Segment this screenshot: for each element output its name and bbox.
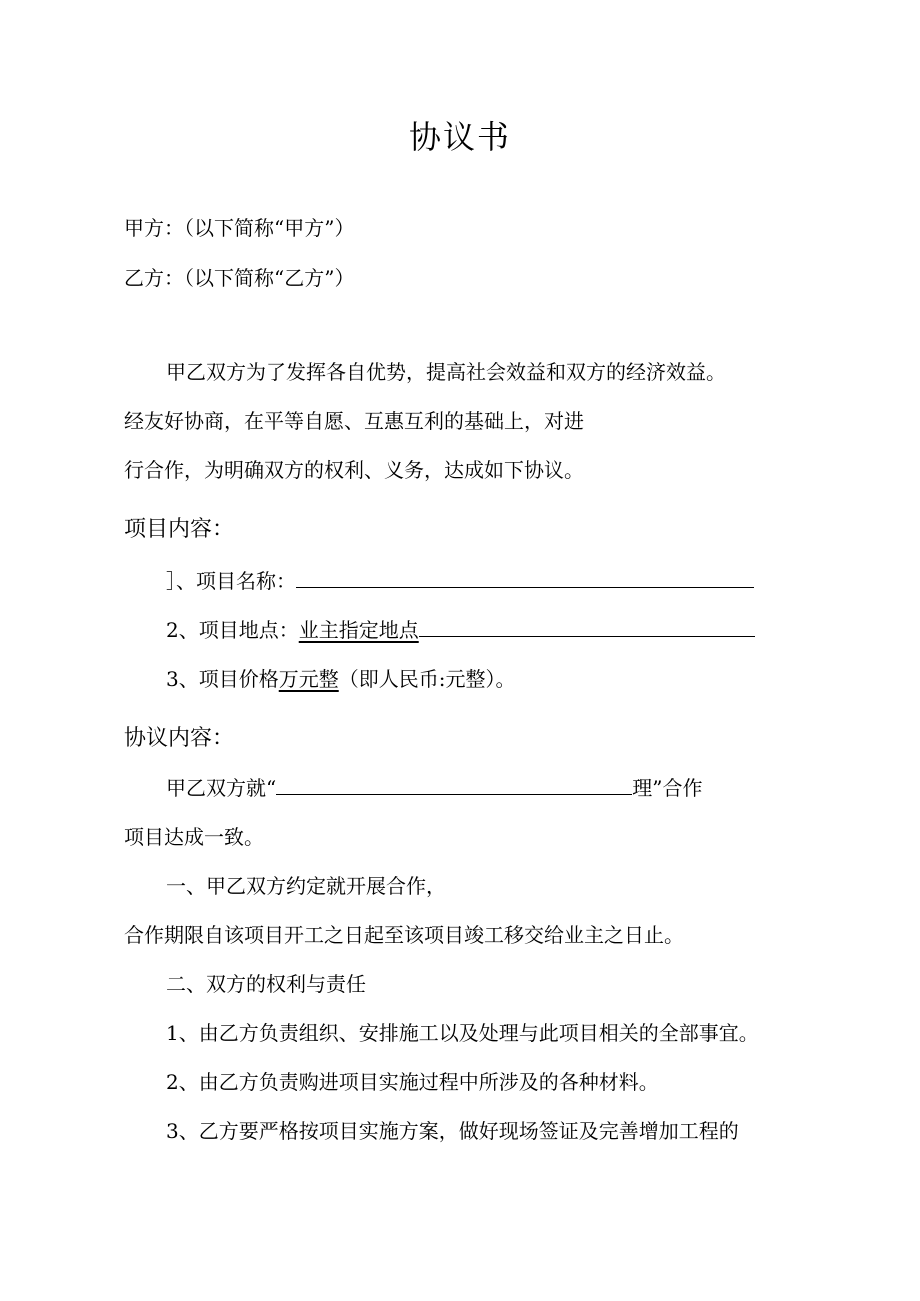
project-section-heading: 项目内容： xyxy=(124,517,235,542)
project-location-value: 业主指定地点 xyxy=(298,618,419,642)
agreement-line-1-suffix: 理”合作 xyxy=(632,776,703,800)
clause-1-line-a: 一、甲乙双方约定就开展合作， xyxy=(166,874,446,898)
clause-2-item-3: 3、乙方要严格按项目实施方案，做好现场签证及完善增加工程的 xyxy=(166,1119,739,1143)
project-location-blank xyxy=(419,616,755,637)
project-location-label: 2、项目地点： xyxy=(166,618,299,642)
clause-2-item-1: 1、由乙方负责组织、安排施工以及处理与此项目相关的全部事宜。 xyxy=(166,1021,759,1045)
agreement-line-1 xyxy=(166,774,702,802)
party-a-line: 甲方：（以下简称“甲方”） xyxy=(124,216,355,240)
project-price-prefix: 3、项目价格 xyxy=(166,667,279,691)
project-name-blank xyxy=(296,567,754,588)
intro-line-3: 行合作，为明确双方的权利、义务，达成如下协议。 xyxy=(124,458,584,482)
clause-2-item-2: 2、由乙方负责购进项目实施过程中所涉及的各种材料。 xyxy=(166,1070,659,1094)
document-title: 协议书 xyxy=(408,118,511,156)
agreement-line-2: 项目达成一致。 xyxy=(124,825,264,849)
party-b-line: 乙方：（以下简称“乙方”） xyxy=(124,266,355,290)
agreement-line-1-prefix: 甲乙双方就“ xyxy=(166,776,277,800)
project-price-value: 万元整 xyxy=(278,667,339,691)
agreement-section-heading: 协议内容： xyxy=(124,726,235,751)
intro-line-1: 甲乙双方为了发挥各自优势，提高社会效益和双方的经济效益。 xyxy=(166,360,726,384)
project-price-row xyxy=(166,665,515,693)
clause-2-heading: 二、双方的权利与责任 xyxy=(166,972,366,996)
intro-line-2: 经友好协商，在平等自愿、互惠互利的基础上，对进 xyxy=(124,409,584,433)
project-price-suffix: （即人民币:元整）。 xyxy=(338,667,516,691)
clause-1-line-b: 合作期限自该项目开工之日起至该项目竣工移交给业主之日止。 xyxy=(124,923,684,947)
project-name-label: ］、项目名称： xyxy=(166,569,296,593)
project-name-row xyxy=(166,567,754,595)
project-location-row xyxy=(166,616,755,644)
project-title-blank xyxy=(276,774,632,795)
